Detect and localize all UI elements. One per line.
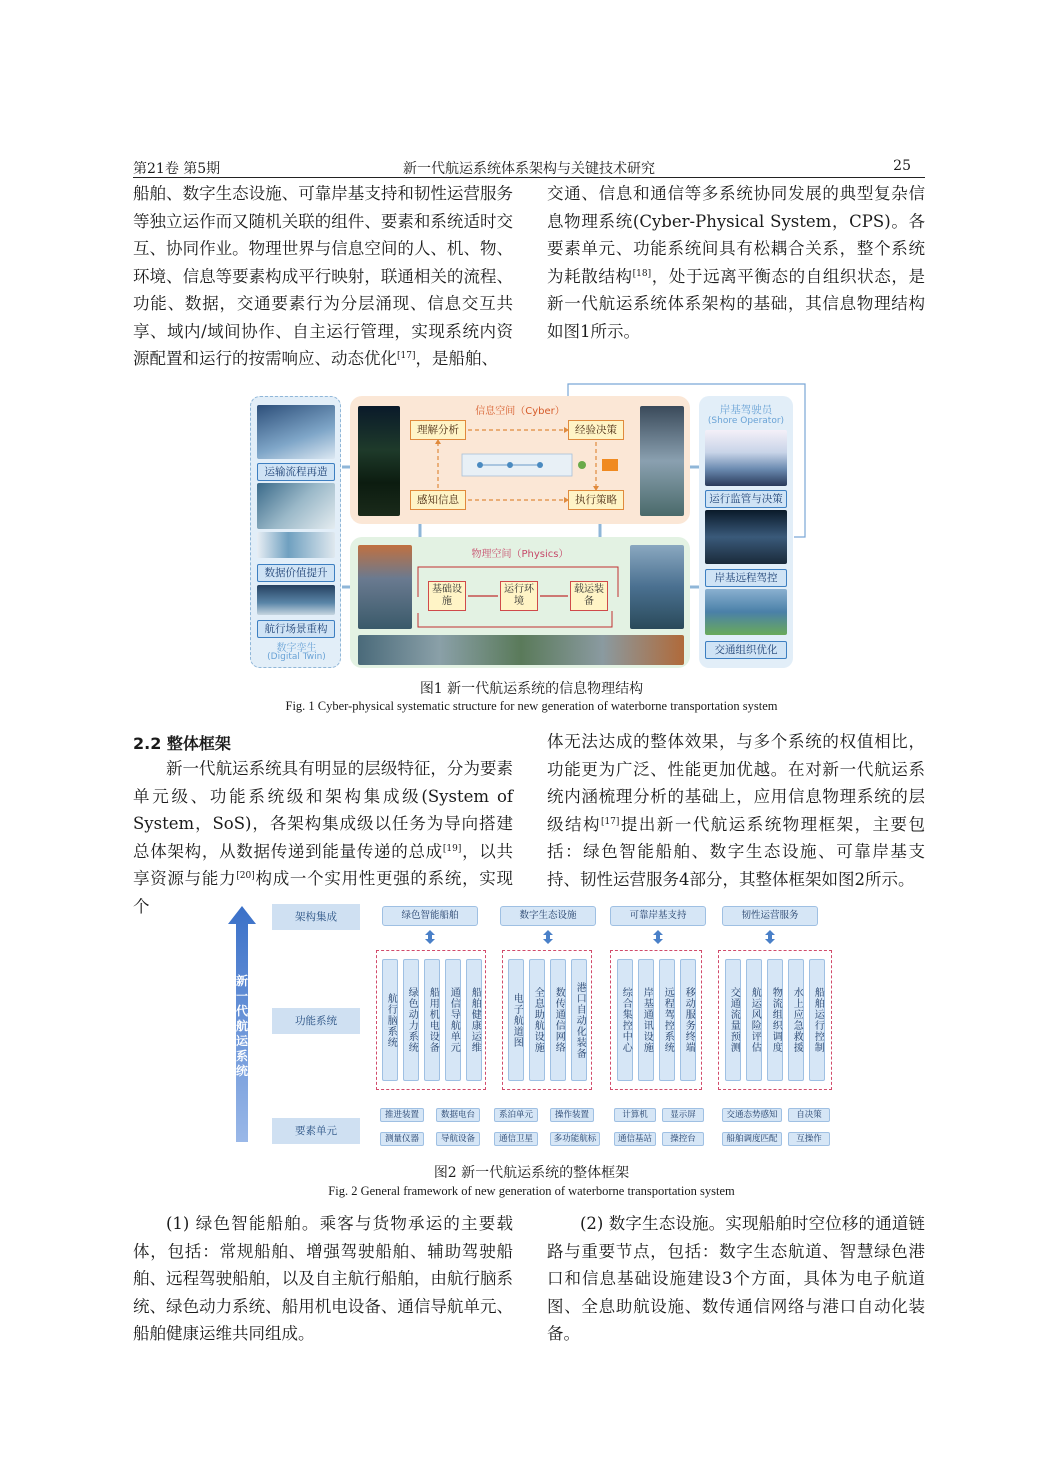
shore-label: 交通组织优化 [705, 641, 787, 659]
element-box: 通信卫星 [494, 1132, 538, 1146]
twin-label: 航行场景重构 [257, 620, 335, 638]
function-box: 交通流量预测 [725, 959, 741, 1081]
double-arrow-icon [765, 930, 775, 944]
physics-title: 物理空间（Physics） [471, 549, 569, 560]
function-box: 港口自动化装备 [571, 959, 587, 1081]
function-box: 通信导航单元 [445, 959, 461, 1081]
double-arrow-icon [543, 930, 553, 944]
paragraph: 体无法达成的整体效果，与多个系统的权值相比，功能更为广泛、性能更加优越。在对新一代航运系统内涵梳理分析的基础上，应用信息物理系统的层级结构[17]提出新一代航运系统物理框架，主要包括：绿色智能船舶、数字生态设施、可靠岸基支持、韧性运营服务4部分，其整体框架如图2所示。 [547, 732, 926, 889]
paragraph: 新一代航运系统具有明显的层级特征，分为要素单元级、功能系统级和架构集成级(System of System，SoS)，各架构集成级以任务为导向搭建总体架构，从数据传递到能量传递的总成[19]，以共享资源与能力[20]构成一个实用性更强的系统，实现个 [133, 759, 514, 916]
element-box: 数据电台 [436, 1108, 480, 1122]
paragraph: (2) 数字生态设施。实现船舶时空位移的通道链路与重要节点，包括：数字生态航道、智慧绿色港口和信息基础设施建设3个方面，具体为电子航道图、全息助航设施、数传通信网络与港口自动化装备。 [547, 1214, 925, 1343]
element-box: 多功能航标 [550, 1132, 600, 1146]
section-heading: 2.2 整体框架 [133, 734, 231, 753]
ship-render-image [257, 405, 335, 459]
element-box: 导航设备 [436, 1132, 480, 1146]
remote-control-image [705, 510, 787, 564]
cyber-space-panel [350, 396, 690, 524]
element-box: 显示屏 [662, 1108, 704, 1122]
node-infrastructure: 基础设施 [428, 581, 466, 611]
top-box-ship: 绿色智能船舶 [382, 906, 478, 926]
function-box: 航运风险评估 [746, 959, 762, 1081]
function-box: 岸基通讯设施 [638, 959, 654, 1081]
shore-label: 岸基远程驾控 [705, 569, 787, 587]
paragraph: 船舶、数字生态设施、可靠岸基支持和韧性运营服务等独立运作而又随机关联的组件、要素和系统适时交互、协同作业。物理世界与信息空间的人、机、物、环境、信息等要素构成平行映射，联通相关的流程、功能、数据，交通要素行为分层涌现、信息交互共享、域内/域间协作、自主运行管理，实现系统内资源配置和运行的按需响应、动态优化[17]，是船舶、 [133, 184, 513, 368]
function-box: 航行脑系统 [382, 959, 398, 1081]
function-box: 远程驾控系统 [659, 959, 675, 1081]
node-execution: 执行策略 [568, 490, 624, 510]
function-box: 移动服务终端 [680, 959, 696, 1081]
running-header [133, 156, 925, 178]
function-box: 水上应急救援 [788, 959, 804, 1081]
left-column-top [133, 180, 513, 373]
right-column-middle [547, 728, 925, 893]
node-decision: 经验决策 [568, 420, 624, 440]
function-group-service [718, 950, 832, 1090]
element-box: 通信基站 [614, 1132, 656, 1146]
element-box: 互操作 [788, 1132, 830, 1146]
function-group-facility [502, 950, 592, 1090]
element-box: 系泊单元 [494, 1108, 538, 1122]
figure-2-caption-en: Fig. 2 General framework of new generation of waterborne transportation system [328, 1184, 735, 1198]
double-arrow-icon [653, 930, 663, 944]
element-box: 操控台 [662, 1132, 704, 1146]
node-environment: 运行环境 [500, 581, 538, 611]
right-column-bottom [547, 1210, 925, 1348]
shore-title: 岸基驾驶员 [719, 404, 773, 416]
twin-label: 数据价值提升 [257, 564, 335, 582]
shore-subtitle: (Shore Operator) [707, 416, 785, 426]
element-box: 计算机 [614, 1108, 656, 1122]
function-group-ship [376, 950, 486, 1090]
traffic-image [705, 589, 787, 635]
shore-operator-panel [699, 396, 793, 668]
route-map-image [257, 483, 335, 529]
data-dashboard-image [257, 532, 335, 558]
function-box: 船用机电设备 [424, 959, 440, 1081]
element-box: 交通态势感知 [722, 1108, 782, 1122]
scene-image [257, 585, 335, 615]
top-box-service: 韧性运营服务 [722, 906, 818, 926]
function-box: 船舶健康运维 [466, 959, 482, 1081]
physics-flow-arrows [350, 537, 690, 668]
level-architecture: 架构集成 [272, 904, 360, 930]
figure-2-framework [222, 896, 842, 1154]
right-column-top [547, 180, 925, 345]
function-group-shore [610, 950, 702, 1090]
function-box: 船舶运行控制 [809, 959, 825, 1081]
cyber-title: 信息空间（Cyber） [475, 406, 565, 417]
twin-label: 运输流程再造 [257, 463, 335, 481]
node-perception: 感知信息 [410, 490, 466, 510]
function-box: 绿色动力系统 [403, 959, 419, 1081]
node-understanding: 理解分析 [410, 420, 466, 440]
figure-1-caption-cn: 图1 新一代航运系统的信息物理结构 [419, 681, 644, 697]
paragraph: (1) 绿色智能船舶。乘客与货物承运的主要载体，包括：常规船舶、增强驾驶船舶、辅助驾驶船舶、远程驾驶船舶，以及自主航行船舶，由航行脑系统、绿色动力系统、船用机电设备、通信导航单元、船舶健康运维共同组成。 [133, 1214, 513, 1343]
paragraph: 交通、信息和通信等多系统协同发展的典型复杂信息物理系统(Cyber-Physical System，CPS)。各要素单元、功能系统间具有松耦合关系，整个系统为耗散结构[18]，处于远离平衡态的自组织状态，是新一代航运系统体系架构的基础，其信息物理结构如图1所示。 [547, 184, 926, 341]
cyber-flow-arrows [350, 396, 690, 524]
level-element: 要素单元 [272, 1118, 360, 1144]
twin-title: 数字孪生 [276, 643, 317, 654]
page-number: 25 [893, 158, 911, 174]
function-box: 物流组织调度 [767, 959, 783, 1081]
vertical-system-label: 新一代航运系统 [235, 974, 248, 1078]
figure-2-caption-cn: 图2 新一代航运系统的整体框架 [433, 1165, 630, 1181]
figure-1-cyber-physical [250, 382, 810, 670]
element-box: 测量仪器 [380, 1132, 424, 1146]
double-arrow-icon [425, 930, 435, 944]
left-column-bottom [133, 1210, 513, 1348]
physics-space-panel [350, 537, 690, 668]
monitor-image [705, 430, 787, 486]
element-box: 推进装置 [380, 1108, 424, 1122]
function-box: 电子航道图 [508, 959, 524, 1081]
journal-volume: 第21卷 第5期 [133, 161, 221, 177]
digital-twin-panel [250, 396, 341, 668]
level-function: 功能系统 [272, 1008, 360, 1034]
top-box-shore: 可靠岸基支持 [610, 906, 706, 926]
top-box-facility: 数字生态设施 [500, 906, 596, 926]
shore-label: 运行监管与决策 [705, 490, 787, 508]
running-title: 新一代航运系统体系架构与关键技术研究 [403, 161, 655, 177]
element-box: 船舶调度匹配 [722, 1132, 782, 1146]
element-box: 自决策 [788, 1108, 830, 1122]
function-box: 综合集控中心 [617, 959, 633, 1081]
figure-1-caption-en: Fig. 1 Cyber-physical systematic structure for new generation of waterborne transportation system [285, 699, 778, 713]
function-box: 数传通信网络 [550, 959, 566, 1081]
node-equipment: 载运装备 [570, 581, 608, 611]
twin-subtitle: (Digital Twin) [267, 652, 326, 662]
element-box: 操作装置 [550, 1108, 594, 1122]
function-box: 全息助航设施 [529, 959, 545, 1081]
